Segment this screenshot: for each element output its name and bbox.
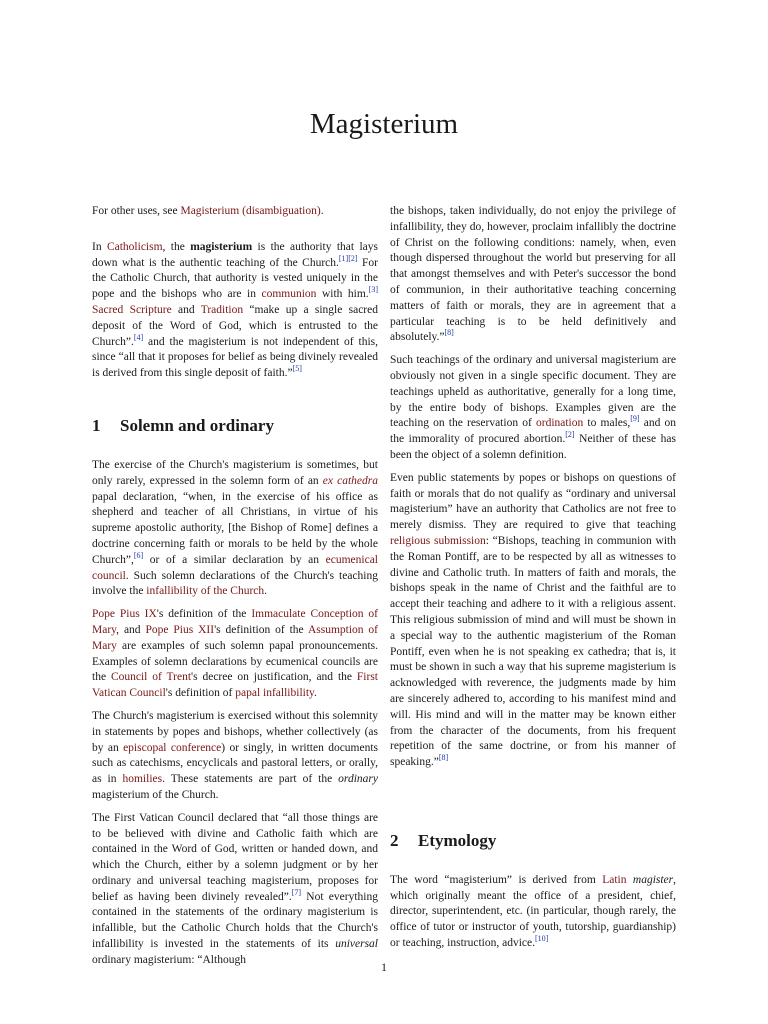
tradition-link[interactable]: Tradition bbox=[200, 303, 244, 316]
solemn-paragraph-1: The exercise of the Church's magisterium is sometimes, but only rarely, expressed in the solemn form of an ex cathedra papal declaration, “when, in the exercise of his office as shepherd and teacher of all Christians, in virtue of his supreme apostolic authority, [the Bishop of Rome] defines a doctrine concerning faith or morals to be held by the whole Church”,[6] or of a similar declaration by an ecumenical council. Such solemn declarations of the Church's teaching involve the infallibility of the Church. bbox=[92, 458, 379, 598]
section-heading-etymology: 2 Etymology bbox=[390, 830, 497, 850]
ordinary-universal-paragraph: Such teachings of the ordinary and universal magisterium are obviously not given in a single specific document. They are teachings upheld as authoritative, generally for a long time, by the entire body of bishops. Examples given are the teaching on the reservation of ordination to males,[9] and on the immorality of procured abortion.[2] Neither of these has been the object of a solemn definition. bbox=[390, 354, 676, 461]
infallibility-link[interactable]: infallibility of the Church bbox=[146, 585, 265, 598]
homilies-link[interactable]: homilies bbox=[122, 773, 163, 786]
pius-ix-link[interactable]: Pope Pius IX bbox=[92, 608, 157, 621]
continued-paragraph: the bishops, taken individually, do not enjoy the privilege of infallibility, they do, however, proclaim infallibly the doctrine of Christ on the following conditions: namely, when, even though dispersed throughout the world but preserving for all that amongst themselves and with Peter's successor the bond of communion, in their authoritative teaching concerning matters of faith or morals, they are in agreement that a particular teaching is to be held definitively and absolutely.”[8] bbox=[390, 205, 676, 344]
solemn-paragraph-4: The First Vatican Council declared that “all those things are to be believed with divine and Catholic faith which are contained in the Word of God, written or handed down, and which the Church, either by a solemn judgment or by her ordinary and universal teaching magisterium, proposes for belief as having been divinely revealed”.[7] Not everything contained in the statements of the ordinary magisterium is infallible, but the Catholic Church holds that the Church's infallibility is invested in the statements of its universal ordinary magisterium: “Although bbox=[92, 811, 378, 966]
hatnote: For other uses, see Magisterium (disambiguation). bbox=[92, 205, 324, 217]
communion-link[interactable]: communion bbox=[261, 288, 317, 301]
page-title: Magisterium bbox=[309, 108, 459, 140]
sacred-scripture-link[interactable]: Sacred Scripture bbox=[92, 303, 172, 316]
page-number: 1 bbox=[381, 960, 387, 974]
disambiguation-link[interactable]: Magisterium (disambiguation) bbox=[180, 205, 321, 217]
etymology-paragraph: The word “magisterium” is derived from Latin magister, which originally meant the office of a president, chief, director, superintendent, etc. (in particular, though rarely, the office of tutor or instructor of youth, tutorship, guardianship) or teaching, instruction, advice.[10] bbox=[390, 873, 677, 950]
ecumenical-council-link[interactable]: ecumenical council bbox=[92, 553, 378, 582]
citation-3[interactable]: [3] bbox=[368, 285, 378, 295]
citation-9[interactable]: [9] bbox=[630, 414, 640, 424]
citation-5[interactable]: [5] bbox=[292, 364, 302, 374]
citation-6[interactable]: [6] bbox=[133, 550, 144, 560]
citation-8b[interactable]: [8] bbox=[438, 753, 449, 763]
solemn-paragraph-2: Pope Pius IX's definition of the Immaculate Conception of Mary, and Pope Pius XII's definition of the Assumption of Mary are examples of such solemn papal pronouncements. Examples of solemn declarations by ecumenical councils are the Council of Trent's decree on justification, and the First Vatican Council's definition of papal infallibility. bbox=[92, 608, 379, 700]
intro-paragraph: In Catholicism, the magisterium is the authority that lays down what is the authentic teaching of the Church.[1][2] For the Catholic Church, that authority is vested uniquely in the pope and the bishops who are in communion with him.[3] Sacred Scripture and Tradition “make up a single sacred deposit of the Word of God, which is entrusted to the Church”.[4] and the magisterium is not independent of this, since “all that it proposes for belief as being divinely revealed is derived from this single deposit of faith.”[5] bbox=[92, 240, 378, 380]
ordination-link[interactable]: ordination bbox=[535, 417, 584, 430]
citation-2b[interactable]: [2] bbox=[565, 430, 575, 440]
episcopal-conference-link[interactable]: episcopal conference bbox=[123, 741, 222, 754]
citation-2[interactable]: [2] bbox=[348, 253, 358, 263]
ex-cathedra-link[interactable]: ex cathedra bbox=[322, 474, 379, 487]
immaculate-conception-link[interactable]: Immaculate Conception of Mary bbox=[92, 608, 379, 636]
citation-4[interactable]: [4] bbox=[133, 332, 144, 342]
solemn-paragraph-3: The Church's magisterium is exercised without this solemnity in statements by popes and bishops, whether collectively (as by an episcopal conference) or singly, in written documents such as catechisms, encyclicals and pastoral letters, or orally, as in homilies. These statements are part of the ordinary magisterium of the Church. bbox=[92, 709, 379, 801]
religious-submission-link[interactable]: religious submission bbox=[390, 534, 486, 547]
pius-xii-link[interactable]: Pope Pius XII bbox=[145, 623, 215, 636]
citation-8[interactable]: [8] bbox=[444, 328, 454, 338]
trent-link[interactable]: Council of Trent bbox=[110, 671, 192, 684]
catholicism-link[interactable]: Catholicism bbox=[106, 240, 163, 253]
public-statements-paragraph: Even public statements by popes or bishops on questions of faith or morals that do not qualify as “ordinary and universal magisterium” have an authority that Catholics are not free to merely dismiss. They are required to give that teaching religious submission: “Bishops, teaching in communion with the Roman Pontiff, are to be respected by all as witnesses to divine and Catholic truth. In matters of faith and morals, the bishops speak in the name of Christ and the faithful are to accept their teaching and adhere to it with a religious assent. This religious submission of mind and will must be shown in a special way to the authentic magisterium of the Roman Pontiff, even when he is not speaking ex cathedra; that is, it must be shown in such a way that his supreme magisterium is acknowledged with reverence, the judgments made by him are sincerely adhered to, according to his manifest mind and will. His mind and will in the matter may be known either from the character of the documents, from his frequent repetition of the same doctrine, or from his manner of speaking.”[8] bbox=[390, 471, 676, 769]
latin-link[interactable]: Latin bbox=[602, 873, 627, 886]
section-heading-solemn: 1 Solemn and ordinary bbox=[92, 415, 274, 435]
assumption-link[interactable]: Assumption of Mary bbox=[92, 623, 379, 652]
right-column bbox=[390, 204, 676, 952]
citation-1[interactable]: [1] bbox=[338, 253, 349, 263]
papal-infallibility-link[interactable]: papal infallibility bbox=[235, 687, 315, 700]
citation-10[interactable]: [10] bbox=[534, 934, 549, 944]
left-column bbox=[92, 204, 378, 969]
first-vatican-link[interactable]: First Vatican Council bbox=[92, 671, 378, 700]
citation-7[interactable]: [7] bbox=[291, 887, 302, 897]
